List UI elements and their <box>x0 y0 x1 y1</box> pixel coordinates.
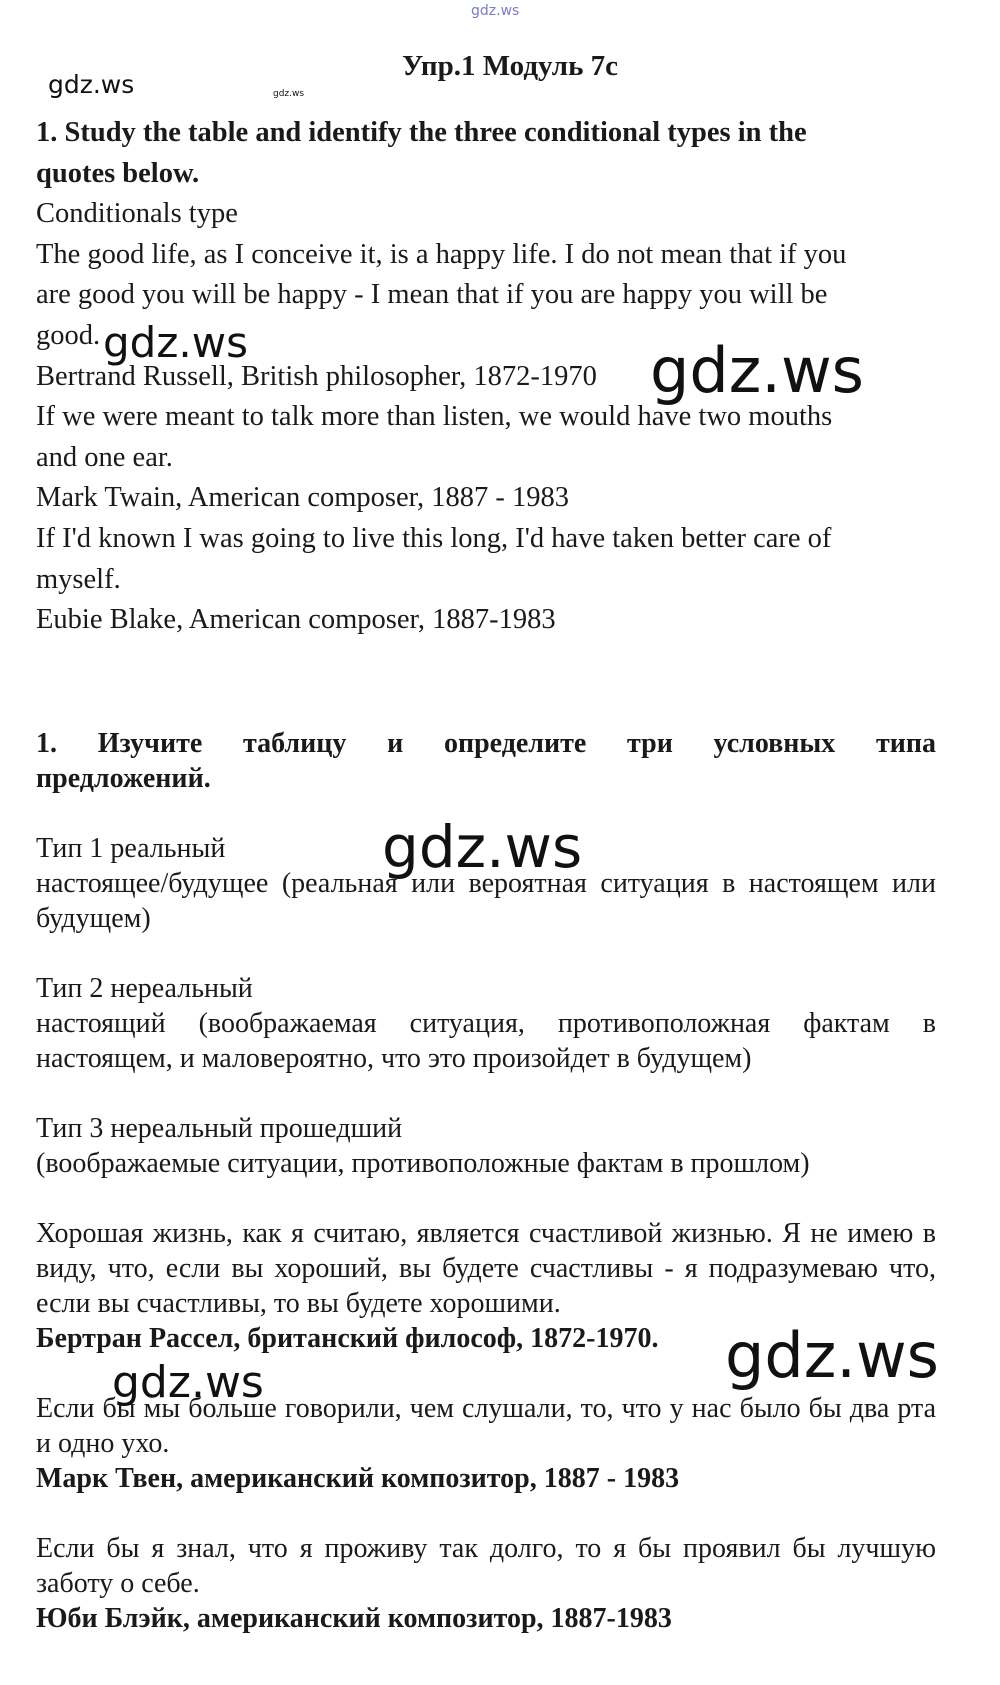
type3-description: (воображаемые ситуации, противоположные фактам в прошлом) <box>36 1148 810 1179</box>
watermark: gdz.ws <box>112 1357 264 1408</box>
watermark-micro: gdz.ws <box>273 89 305 99</box>
english-line: are good you will be happy - I mean that if you are happy you will be <box>36 279 828 311</box>
english-line: Bertrand Russell, British philosopher, 1872-1970 <box>36 360 597 392</box>
author-russell: Бертран Рассел, британский философ, 1872-1970. <box>36 1323 659 1354</box>
type3-title: Тип 3 нереальный прошедший <box>36 1113 403 1144</box>
english-task-line: quotes below. <box>36 157 200 189</box>
type1-description: настоящее/будущее (реальная или вероятная ситуация в настоящем или будущем) <box>36 868 936 934</box>
type2-title: Тип 2 нереальный <box>36 973 253 1004</box>
watermark: gdz.ws <box>650 334 864 407</box>
english-line: The good life, as I conceive it, is a happy life. I do not mean that if you <box>36 238 847 270</box>
english-line: good. <box>36 319 101 351</box>
english-line: and one ear. <box>36 441 173 473</box>
type1-title: Тип 1 реальный <box>36 833 226 864</box>
author-twain: Марк Твен, американский композитор, 1887 - 1983 <box>36 1463 680 1494</box>
watermark-top-left: gdz.ws <box>48 70 135 99</box>
english-line: If I'd known I was going to live this long, I'd have taken better care of <box>36 522 832 554</box>
english-line: If we were meant to talk more than listen, we would have two mouths <box>36 401 833 433</box>
english-line: Mark Twain, American composer, 1887 - 1983 <box>36 482 569 514</box>
watermark: gdz.ws <box>725 1319 939 1392</box>
russian-task-line: 1. Изучите таблицу и определите три условных типа <box>36 728 936 759</box>
page-title: Упр.1 Модуль 7с <box>401 50 619 82</box>
quote-blake: Если бы я знал, что я проживу так долго, то я бы проявил бы лучшую заботу о себе. <box>36 1533 936 1599</box>
russian-task-line: предложений. <box>36 763 211 794</box>
english-line: myself. <box>36 563 121 595</box>
watermark-top: gdz.ws <box>471 3 520 19</box>
quote-russell: Хорошая жизнь, как я считаю, является счастливой жизнью. Я не имею в виду, что, если вы хороший, вы будете счастливы - я подразумеваю что, если вы счастливы, то вы будете хорошими. <box>36 1218 936 1319</box>
quote-twain: Если бы мы больше говорили, чем слушали, то, что у нас было бы два рта и одно ухо. <box>36 1393 936 1459</box>
english-line: Conditionals type <box>36 198 238 230</box>
watermark: gdz.ws <box>103 318 248 367</box>
author-blake: Юби Блэйк, американский композитор, 1887-1983 <box>36 1603 672 1634</box>
english-task-line: 1. Study the table and identify the three conditional types in the <box>36 117 807 148</box>
type2-description: настоящий (воображаемая ситуация, противоположная фактам в настоящем, и маловероятно, что это произойдет в будущем) <box>36 1008 936 1074</box>
watermark: gdz.ws <box>382 813 583 881</box>
english-line: Eubie Blake, American composer, 1887-1983 <box>36 604 556 636</box>
